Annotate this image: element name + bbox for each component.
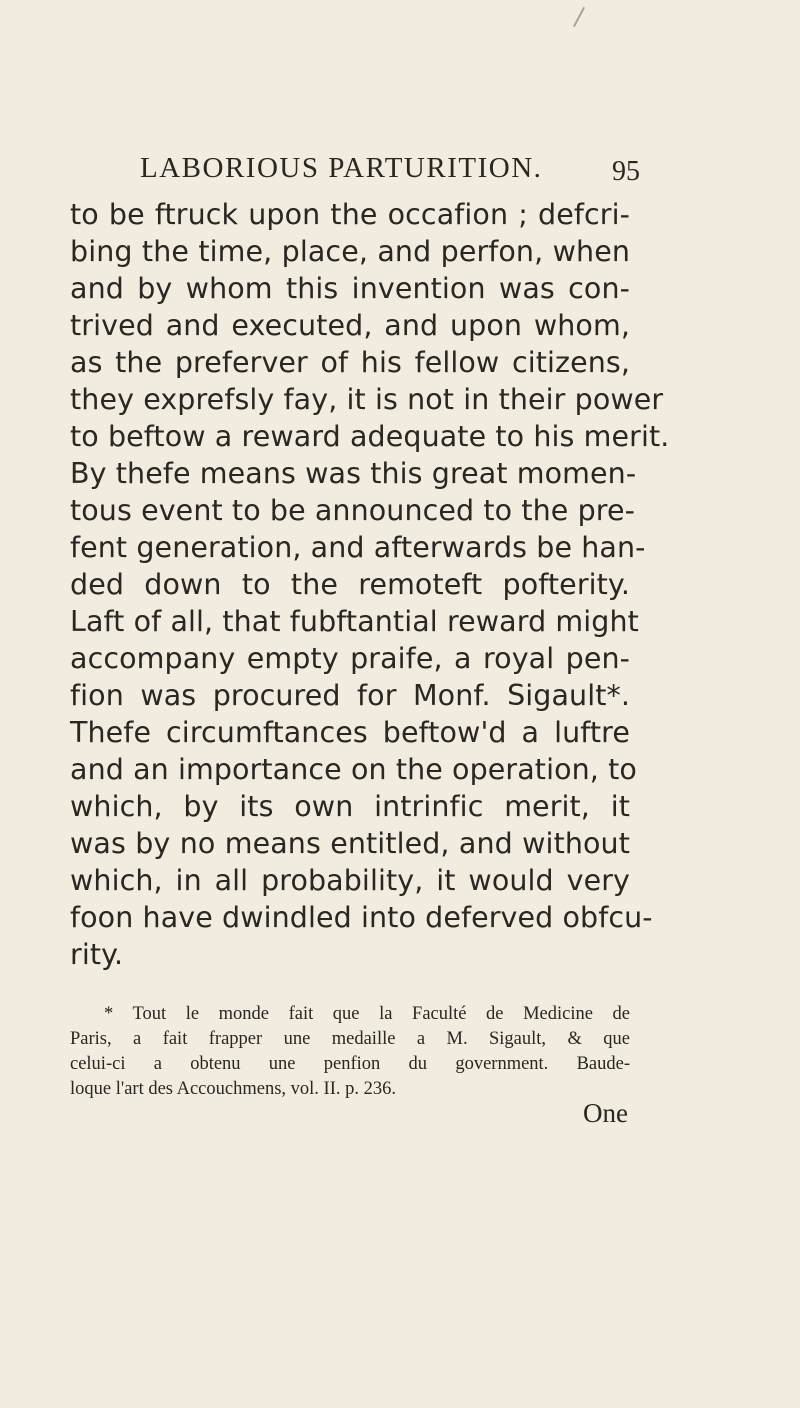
footnote bbox=[70, 1002, 630, 1102]
text-line: Laft of all, that fubftantial reward might bbox=[70, 605, 639, 638]
text-line: By thefe means was this great momen- bbox=[70, 457, 637, 490]
footnote-line: celui-ci a obtenu une penfion du government. Baude- bbox=[70, 1054, 630, 1074]
stray-ink-mark bbox=[573, 7, 585, 27]
text-line: to beftow a reward adequate to his merit. bbox=[70, 420, 670, 453]
footnote-line: Paris, a fait frapper une medaille a M. Sigault, & que bbox=[70, 1029, 630, 1049]
footnote-line: * Tout le monde fait que la Faculté de Medicine de bbox=[104, 1004, 630, 1024]
text-line: and by whom this invention was con- bbox=[70, 272, 630, 305]
text-line: fion was procured for Monf. Sigault*. bbox=[70, 679, 630, 712]
footnote-line: loque l'art des Accouchmens, vol. II. p. 236. bbox=[70, 1079, 396, 1099]
text-line: Thefe circumftances beftow'd a luftre bbox=[70, 716, 630, 749]
text-line: was by no means entitled, and without bbox=[70, 827, 630, 860]
text-line: tous event to be announced to the pre- bbox=[70, 494, 635, 527]
running-title: LABORIOUS PARTURITION. bbox=[140, 152, 543, 184]
page-number: 95 bbox=[612, 156, 640, 187]
text-line: which, in all probability, it would very bbox=[70, 864, 630, 897]
running-head bbox=[140, 152, 640, 188]
text-line: ded down to the remoteft pofterity. bbox=[70, 568, 630, 601]
text-line: rity. bbox=[70, 938, 124, 971]
text-line: accompany empty praife, a royal pen- bbox=[70, 642, 630, 675]
text-line: and an importance on the operation, to bbox=[70, 753, 637, 786]
text-line: foon have dwindled into deferved obfcu- bbox=[70, 901, 653, 934]
text-line: as the preferver of his fellow citizens, bbox=[70, 346, 630, 379]
body-text bbox=[70, 196, 670, 973]
text-line: bing the time, place, and perfon, when bbox=[70, 235, 630, 268]
catchword: One bbox=[583, 1098, 628, 1128]
text-line: to be ftruck upon the occafion ; defcri- bbox=[70, 198, 630, 231]
text-line: which, by its own intrinfic merit, it bbox=[70, 790, 630, 823]
text-line: they exprefsly fay, it is not in their power bbox=[70, 383, 664, 416]
text-line: trived and executed, and upon whom, bbox=[70, 309, 630, 342]
text-line: fent generation, and afterwards be han- bbox=[70, 531, 646, 564]
